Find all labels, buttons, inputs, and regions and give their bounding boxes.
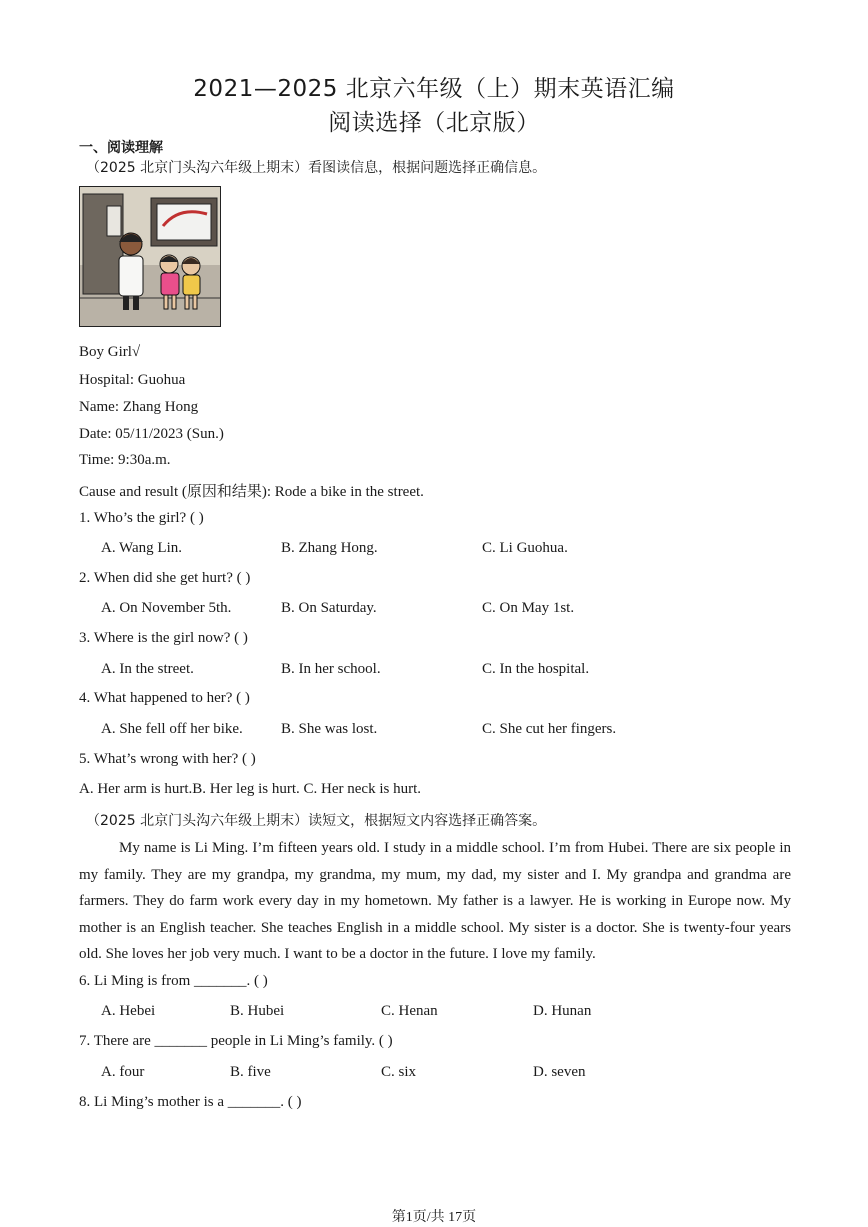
part2-source: （2025 北京门头沟六年级上期末）读短文，根据短文内容选择正确答案。 bbox=[86, 813, 547, 829]
part1-source: （2025 北京门头沟六年级上期末）看图读信息，根据问题选择正确信息。 bbox=[86, 160, 547, 176]
q3-option-b: B. In her school. bbox=[281, 661, 381, 677]
q4-option-a: A. She fell off her bike. bbox=[101, 721, 243, 737]
q6-option-d: D. Hunan bbox=[533, 1003, 592, 1019]
info-cause: Cause and result (原因和结果): Rode a bike in the street. bbox=[79, 484, 424, 500]
question-4: 4. What happened to her? ( ) bbox=[79, 690, 250, 706]
q6-option-b: B. Hubei bbox=[230, 1003, 285, 1019]
question-1: 1. Who’s the girl? ( ) bbox=[79, 510, 204, 526]
page-footer: 第1页/共 17页 bbox=[391, 1210, 477, 1225]
q4-option-b: B. She was lost. bbox=[281, 721, 378, 737]
question-8: 8. Li Ming’s mother is a _______. ( ) bbox=[79, 1094, 302, 1110]
info-hospital: Hospital: Guohua bbox=[79, 372, 186, 388]
q2-option-b: B. On Saturday. bbox=[281, 600, 377, 616]
q3-option-c: C. In the hospital. bbox=[482, 661, 590, 677]
section-heading: 一、阅读理解 bbox=[79, 140, 163, 156]
question-5: 5. What’s wrong with her? ( ) bbox=[79, 751, 256, 767]
question-6: 6. Li Ming is from _______. ( ) bbox=[79, 973, 268, 989]
document-title-line1: 2021—2025 北京六年级（上）期末英语汇编 bbox=[193, 76, 675, 102]
info-date: Date: 05/11/2023 (Sun.) bbox=[79, 426, 224, 442]
q3-option-a: A. In the street. bbox=[101, 661, 194, 677]
q1-option-b: B. Zhang Hong. bbox=[281, 540, 378, 556]
q1-option-a: A. Wang Lin. bbox=[101, 540, 183, 556]
question-7: 7. There are _______ people in Li Ming’s family. ( ) bbox=[79, 1033, 393, 1049]
reading-passage: My name is Li Ming. I’m fifteen years old. I study in a middle school. I’m from Hubei. There are six people in my family. They are my grandpa, my grandma, my mum, my dad, my sister and I. My grandpa and grandma are farmers. They do farm work every day in my hometown. My father is a lawyer. He is working in Europe now. My mother is an English teacher. She teaches English in a middle school. My sister is a doctor. She is twenty-four years old. She loves her job very much. I want to be a doctor in the future. I love my family. bbox=[79, 840, 791, 962]
q7-option-d: D. seven bbox=[533, 1064, 586, 1080]
q7-option-b: B. five bbox=[230, 1064, 271, 1080]
q2-option-c: C. On May 1st. bbox=[482, 600, 575, 616]
q5-options: A. Her arm is hurt.B. Her leg is hurt. C. Her neck is hurt. bbox=[79, 781, 422, 797]
q2-option-a: A. On November 5th. bbox=[101, 600, 232, 616]
q7-option-a: A. four bbox=[101, 1064, 145, 1080]
q6-option-c: C. Henan bbox=[381, 1003, 438, 1019]
question-3: 3. Where is the girl now? ( ) bbox=[79, 630, 248, 646]
q6-option-a: A. Hebei bbox=[101, 1003, 156, 1019]
question-2: 2. When did she get hurt? ( ) bbox=[79, 570, 251, 586]
q7-option-c: C. six bbox=[381, 1064, 417, 1080]
q1-option-c: C. Li Guohua. bbox=[482, 540, 568, 556]
info-name: Name: Zhang Hong bbox=[79, 399, 199, 415]
q4-option-c: C. She cut her fingers. bbox=[482, 721, 617, 737]
hospital-illustration bbox=[79, 186, 221, 327]
document-title-line2: 阅读选择（北京版） bbox=[328, 110, 540, 136]
info-time: Time: 9:30a.m. bbox=[79, 452, 171, 468]
info-gender: Boy Girl√ bbox=[79, 344, 141, 360]
